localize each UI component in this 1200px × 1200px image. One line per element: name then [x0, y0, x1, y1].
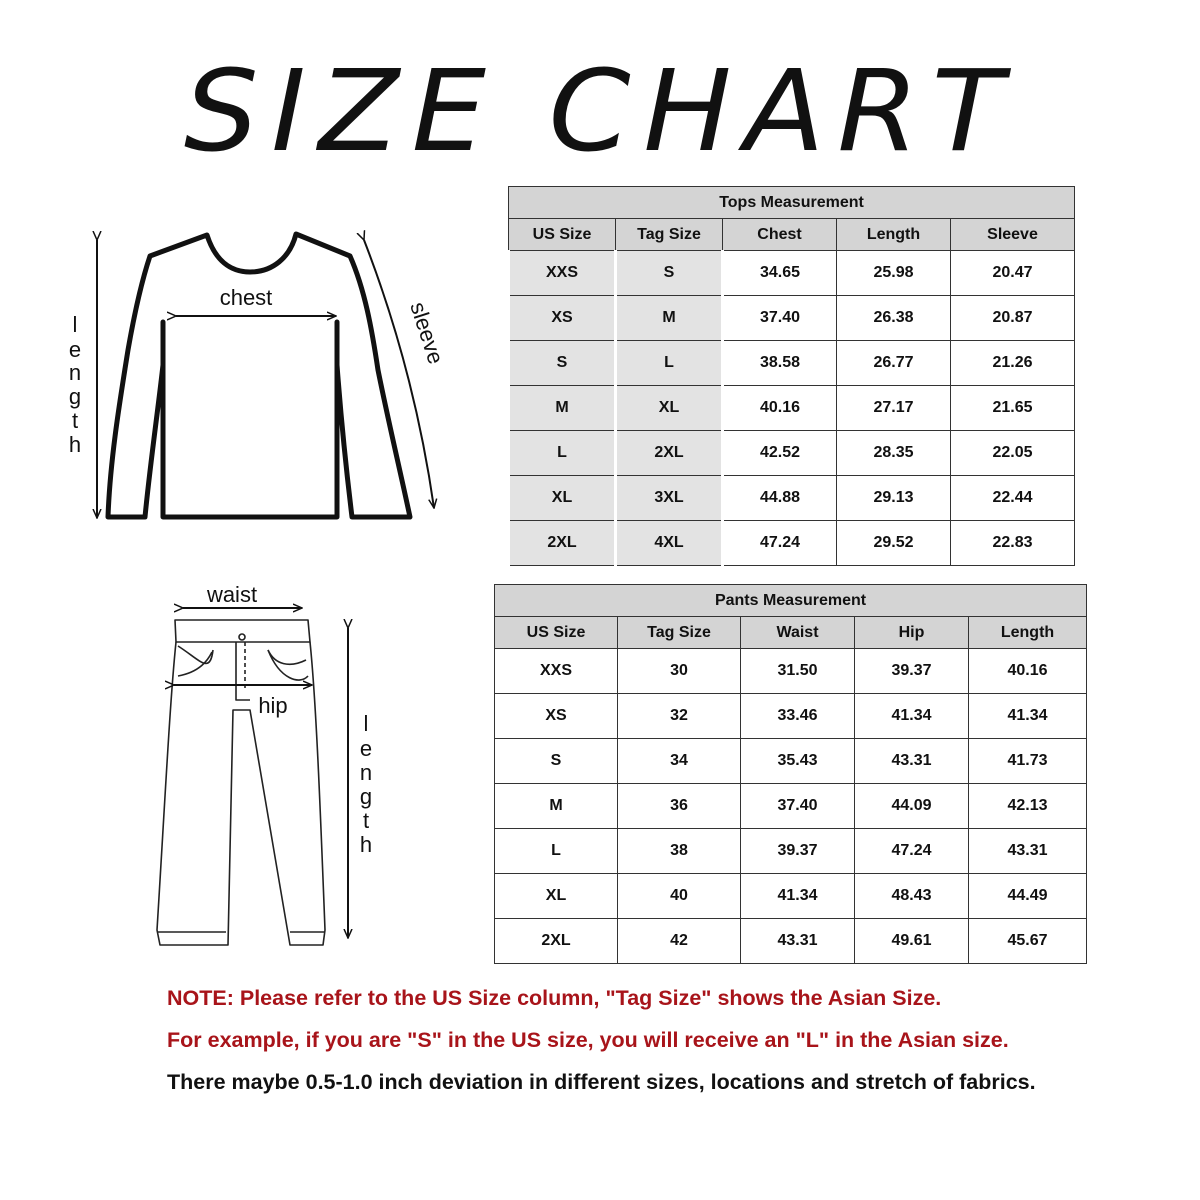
table-row: [509, 476, 1075, 521]
table-row: [509, 341, 1075, 386]
table-cell: 26.77: [837, 341, 951, 386]
table-cell: S: [616, 251, 723, 296]
tops-measurement-table: [507, 186, 1075, 566]
table-cell: 42: [618, 919, 741, 964]
pants-measurement-table: [494, 584, 1087, 964]
table-row: [509, 431, 1075, 476]
table-cell: 30: [618, 649, 741, 694]
table-cell: 41.34: [855, 694, 969, 739]
table-cell: 25.98: [837, 251, 951, 296]
table-cell: L: [495, 829, 618, 874]
table-cell: 35.43: [741, 739, 855, 784]
svg-text:l: l: [363, 711, 369, 736]
table-row: [509, 251, 1075, 296]
svg-text:t: t: [71, 408, 79, 433]
table-cell: 33.46: [741, 694, 855, 739]
table-cell: XXS: [509, 251, 616, 296]
page-title: SIZE CHART: [183, 47, 1017, 177]
table-cell: 20.47: [951, 251, 1075, 296]
table-cell: 38: [618, 829, 741, 874]
table-cell: 21.26: [951, 341, 1075, 386]
table-cell: XS: [509, 296, 616, 341]
table-row: [495, 829, 1087, 874]
table-cell: 43.31: [741, 919, 855, 964]
table-cell: 27.17: [837, 386, 951, 431]
table-cell: 26.38: [837, 296, 951, 341]
top-shirt-outline: [108, 234, 410, 517]
column-header: Chest: [723, 219, 837, 251]
table-row: [509, 521, 1075, 566]
chest-label: chest: [219, 285, 273, 310]
table-cell: 44.88: [723, 476, 837, 521]
pants-outline: [157, 620, 325, 945]
sleeve-label: sleeve: [405, 298, 449, 368]
table-cell: 3XL: [616, 476, 723, 521]
table-cell: 47.24: [723, 521, 837, 566]
column-header: Tag Size: [618, 617, 741, 649]
column-header: US Size: [509, 219, 616, 251]
table-row: [509, 296, 1075, 341]
table-cell: 42.52: [723, 431, 837, 476]
table-row: [495, 739, 1087, 784]
table-cell: 28.35: [837, 431, 951, 476]
pants-length-label: [360, 711, 372, 857]
table-cell: 41.34: [741, 874, 855, 919]
tops-header-row: [509, 219, 1075, 251]
table-cell: S: [495, 739, 618, 784]
column-header: Hip: [855, 617, 969, 649]
table-cell: 47.24: [855, 829, 969, 874]
table-cell: 21.65: [951, 386, 1075, 431]
table-cell: 40.16: [969, 649, 1087, 694]
table-row: [495, 874, 1087, 919]
table-cell: 4XL: [616, 521, 723, 566]
table-cell: 2XL: [495, 919, 618, 964]
table-cell: 40.16: [723, 386, 837, 431]
table-cell: M: [509, 386, 616, 431]
svg-text:g: g: [359, 784, 373, 809]
table-cell: 39.37: [855, 649, 969, 694]
table-cell: M: [616, 296, 723, 341]
svg-text:g: g: [68, 384, 82, 409]
table-cell: XL: [495, 874, 618, 919]
table-cell: 34.65: [723, 251, 837, 296]
svg-text:l: l: [72, 312, 78, 337]
table-cell: 45.67: [969, 919, 1087, 964]
table-cell: S: [509, 341, 616, 386]
svg-text:n: n: [359, 760, 373, 785]
table-cell: 41.34: [969, 694, 1087, 739]
note-line-2: For example, if you are "S" in the US size, you will receive an "L" in the Asian size.: [167, 1028, 1009, 1052]
table-cell: 43.31: [969, 829, 1087, 874]
note-line-1: NOTE: Please refer to the US Size column, "Tag Size" shows the Asian Size.: [167, 986, 942, 1010]
pants-header-row: [495, 617, 1087, 649]
table-cell: XS: [495, 694, 618, 739]
svg-text:h: h: [68, 432, 82, 457]
table-cell: M: [495, 784, 618, 829]
table-cell: 40: [618, 874, 741, 919]
pants-table-title: Pants Measurement: [495, 585, 1087, 617]
table-cell: 43.31: [855, 739, 969, 784]
column-header: Sleeve: [951, 219, 1075, 251]
table-cell: 2XL: [616, 431, 723, 476]
table-cell: 48.43: [855, 874, 969, 919]
table-cell: L: [616, 341, 723, 386]
column-header: US Size: [495, 617, 618, 649]
table-cell: 31.50: [741, 649, 855, 694]
table-cell: 49.61: [855, 919, 969, 964]
table-cell: 29.13: [837, 476, 951, 521]
hip-label: hip: [258, 693, 288, 718]
svg-text:t: t: [362, 808, 370, 833]
tops-table-title: Tops Measurement: [509, 187, 1075, 219]
table-cell: 20.87: [951, 296, 1075, 341]
table-cell: 42.13: [969, 784, 1087, 829]
table-cell: 44.49: [969, 874, 1087, 919]
table-cell: 38.58: [723, 341, 837, 386]
table-cell: XL: [509, 476, 616, 521]
top-length-label: [69, 312, 81, 457]
column-header: Length: [969, 617, 1087, 649]
svg-text:h: h: [359, 832, 373, 857]
table-cell: 37.40: [741, 784, 855, 829]
table-cell: 2XL: [509, 521, 616, 566]
table-cell: 39.37: [741, 829, 855, 874]
svg-text:e: e: [359, 736, 373, 761]
column-header: Tag Size: [616, 219, 723, 251]
table-cell: L: [509, 431, 616, 476]
table-cell: 29.52: [837, 521, 951, 566]
svg-text:n: n: [68, 360, 82, 385]
svg-text:e: e: [68, 337, 82, 362]
table-row: [495, 649, 1087, 694]
table-cell: 34: [618, 739, 741, 784]
table-row: [495, 784, 1087, 829]
table-cell: 37.40: [723, 296, 837, 341]
table-cell: 44.09: [855, 784, 969, 829]
table-cell: XL: [616, 386, 723, 431]
table-cell: 32: [618, 694, 741, 739]
table-cell: 22.83: [951, 521, 1075, 566]
column-header: Waist: [741, 617, 855, 649]
table-cell: XXS: [495, 649, 618, 694]
table-row: [495, 694, 1087, 739]
table-cell: 22.05: [951, 431, 1075, 476]
column-header: Length: [837, 219, 951, 251]
table-cell: 22.44: [951, 476, 1075, 521]
table-cell: 41.73: [969, 739, 1087, 784]
note-line-3: There maybe 0.5-1.0 inch deviation in different sizes, locations and stretch of fabrics.: [167, 1070, 1036, 1094]
table-row: [509, 386, 1075, 431]
waist-label: waist: [206, 582, 258, 607]
table-row: [495, 919, 1087, 964]
table-cell: 36: [618, 784, 741, 829]
